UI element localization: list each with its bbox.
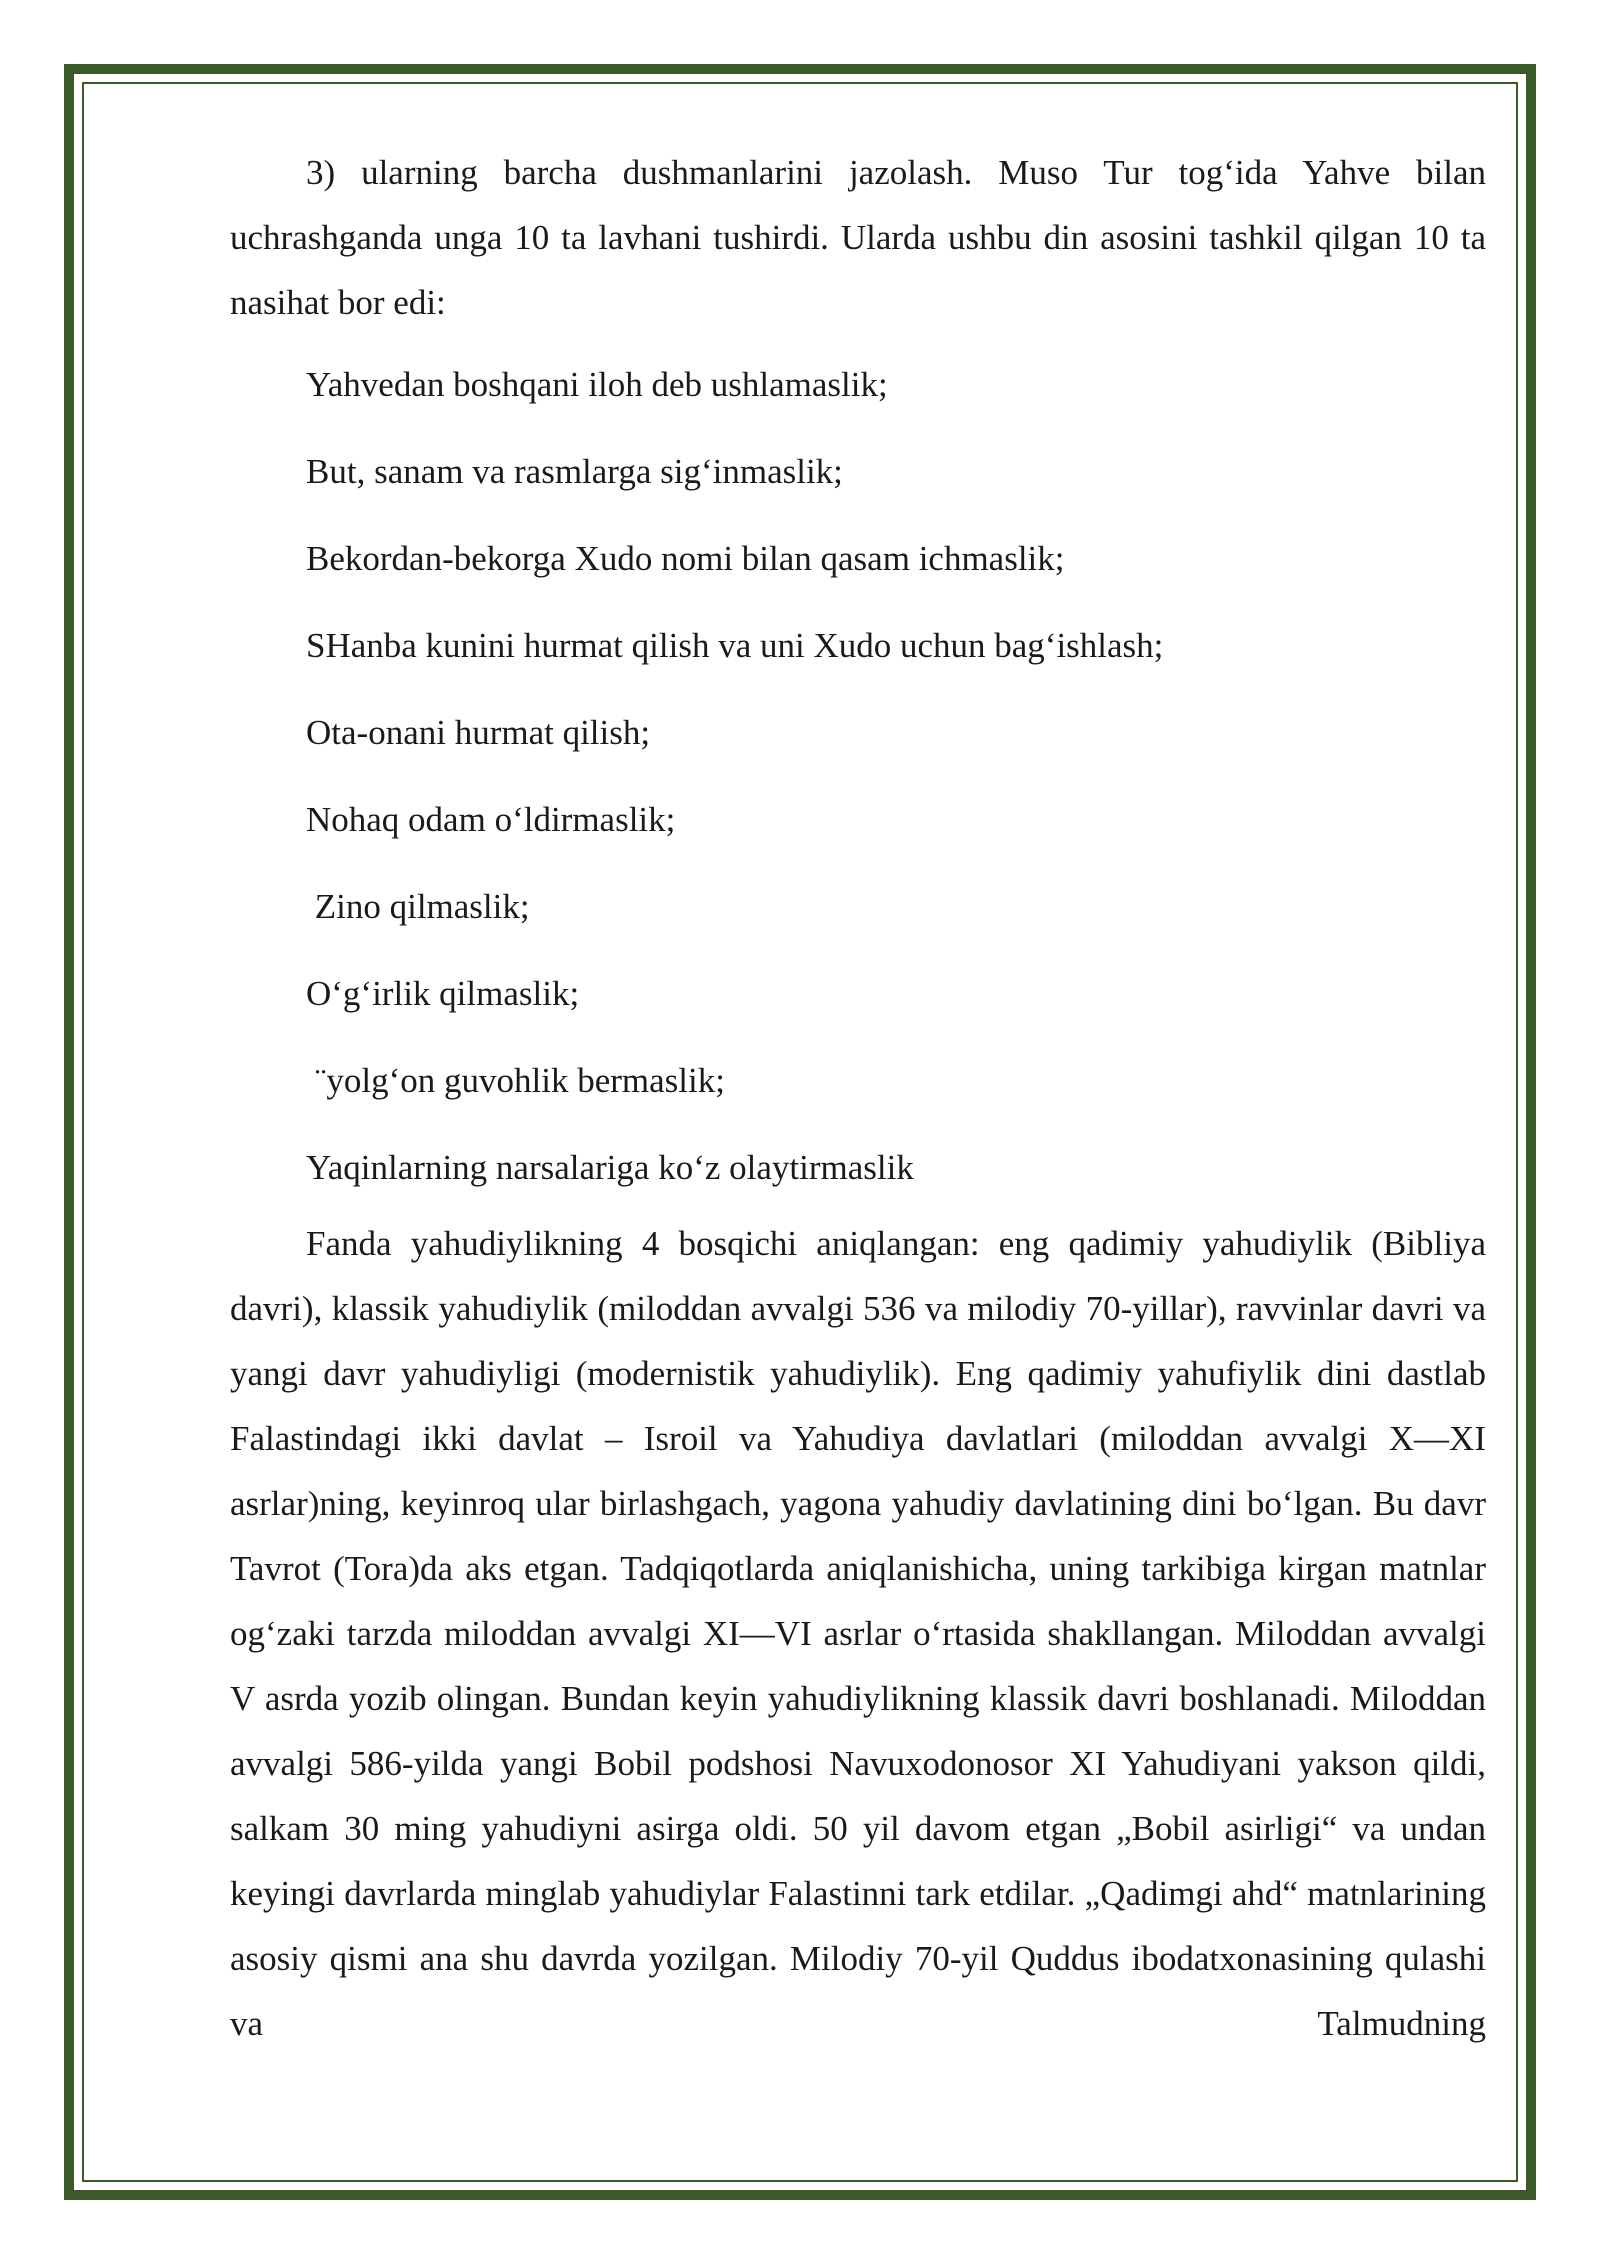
commandment-1: Yahvedan boshqani iloh deb ushlamaslik; — [306, 365, 888, 404]
commandment-5: Ota-onani hurmat qilish; — [306, 713, 651, 752]
intro-paragraph: 3) ularning barcha dushmanlarini jazolash. Muso Tur tog‘ida Yahve bilan uchrashganda unga 10 ta lavhani tushirdi. Ularda ushbu din asosini tashkil qilgan 10 ta nasihat bor edi: — [230, 153, 1486, 322]
commandment-9: ¨yolg‘on guvohlik bermaslik; — [306, 1061, 725, 1100]
commandment-4: SHanba kunini hurmat qilish va uni Xudo uchun bag‘ishlash; — [306, 626, 1164, 665]
document-body — [230, 140, 1486, 2056]
commandment-7: Zino qilmaslik; — [306, 887, 530, 926]
commandment-2: But, sanam va rasmlarga sig‘inmaslik; — [306, 452, 843, 491]
commandment-3: Bekordan-bekorga Xudo nomi bilan qasam ichmaslik; — [306, 539, 1065, 578]
commandment-6: Nohaq odam o‘ldirmaslik; — [306, 800, 676, 839]
commandment-10: Yaqinlarning narsalariga ko‘z olaytirmaslik — [306, 1148, 914, 1187]
main-paragraph: Fanda yahudiylikning 4 bosqichi aniqlangan: eng qadimiy yahudiylik (Bibliya davri), klassik yahudiylik (miloddan avvalgi 536 va milodiy 70-yillar), ravvinlar davri va yangi davr yahudiyligi (modernistik yahudiylik). Eng qadimiy yahufiylik dini dastlab Falastindagi ikki davlat – Isroil va Yahudiya davlatlari (miloddan avvalgi X—XI asrlar)ning, keyinroq ular birlashgach, yagona yahudiy davlatining dini bo‘lgan. Bu davr Tavrot (Tora)da aks etgan. Tadqiqotlarda aniqlanishicha, uning tarkibiga kirgan matnlar og‘zaki tarzda miloddan avvalgi XI—VI asrlar o‘rtasida shakllangan. Miloddan avvalgi V asrda yozib olingan. Bundan keyin yahudiylikning klassik davri boshlanadi. Miloddan avvalgi 586-yilda yangi Bobil podshosi Navuxodonosor XI Yahudiyani yakson qildi, salkam 30 ming yahudiyni asirga oldi. 50 yil davom etgan „Bobil asirligi“ va undan keyingi davrlarda minglab yahudiylar Falastinni tark etdilar. „Qadimgi ahd“ matnlarining asosiy qismi ana shu davrda yozilgan. Milodiy 70-yil Quddus ibodatxonasining qulashi va Talmudning — [230, 1224, 1486, 2043]
commandment-8: O‘g‘irlik qilmaslik; — [306, 974, 580, 1013]
